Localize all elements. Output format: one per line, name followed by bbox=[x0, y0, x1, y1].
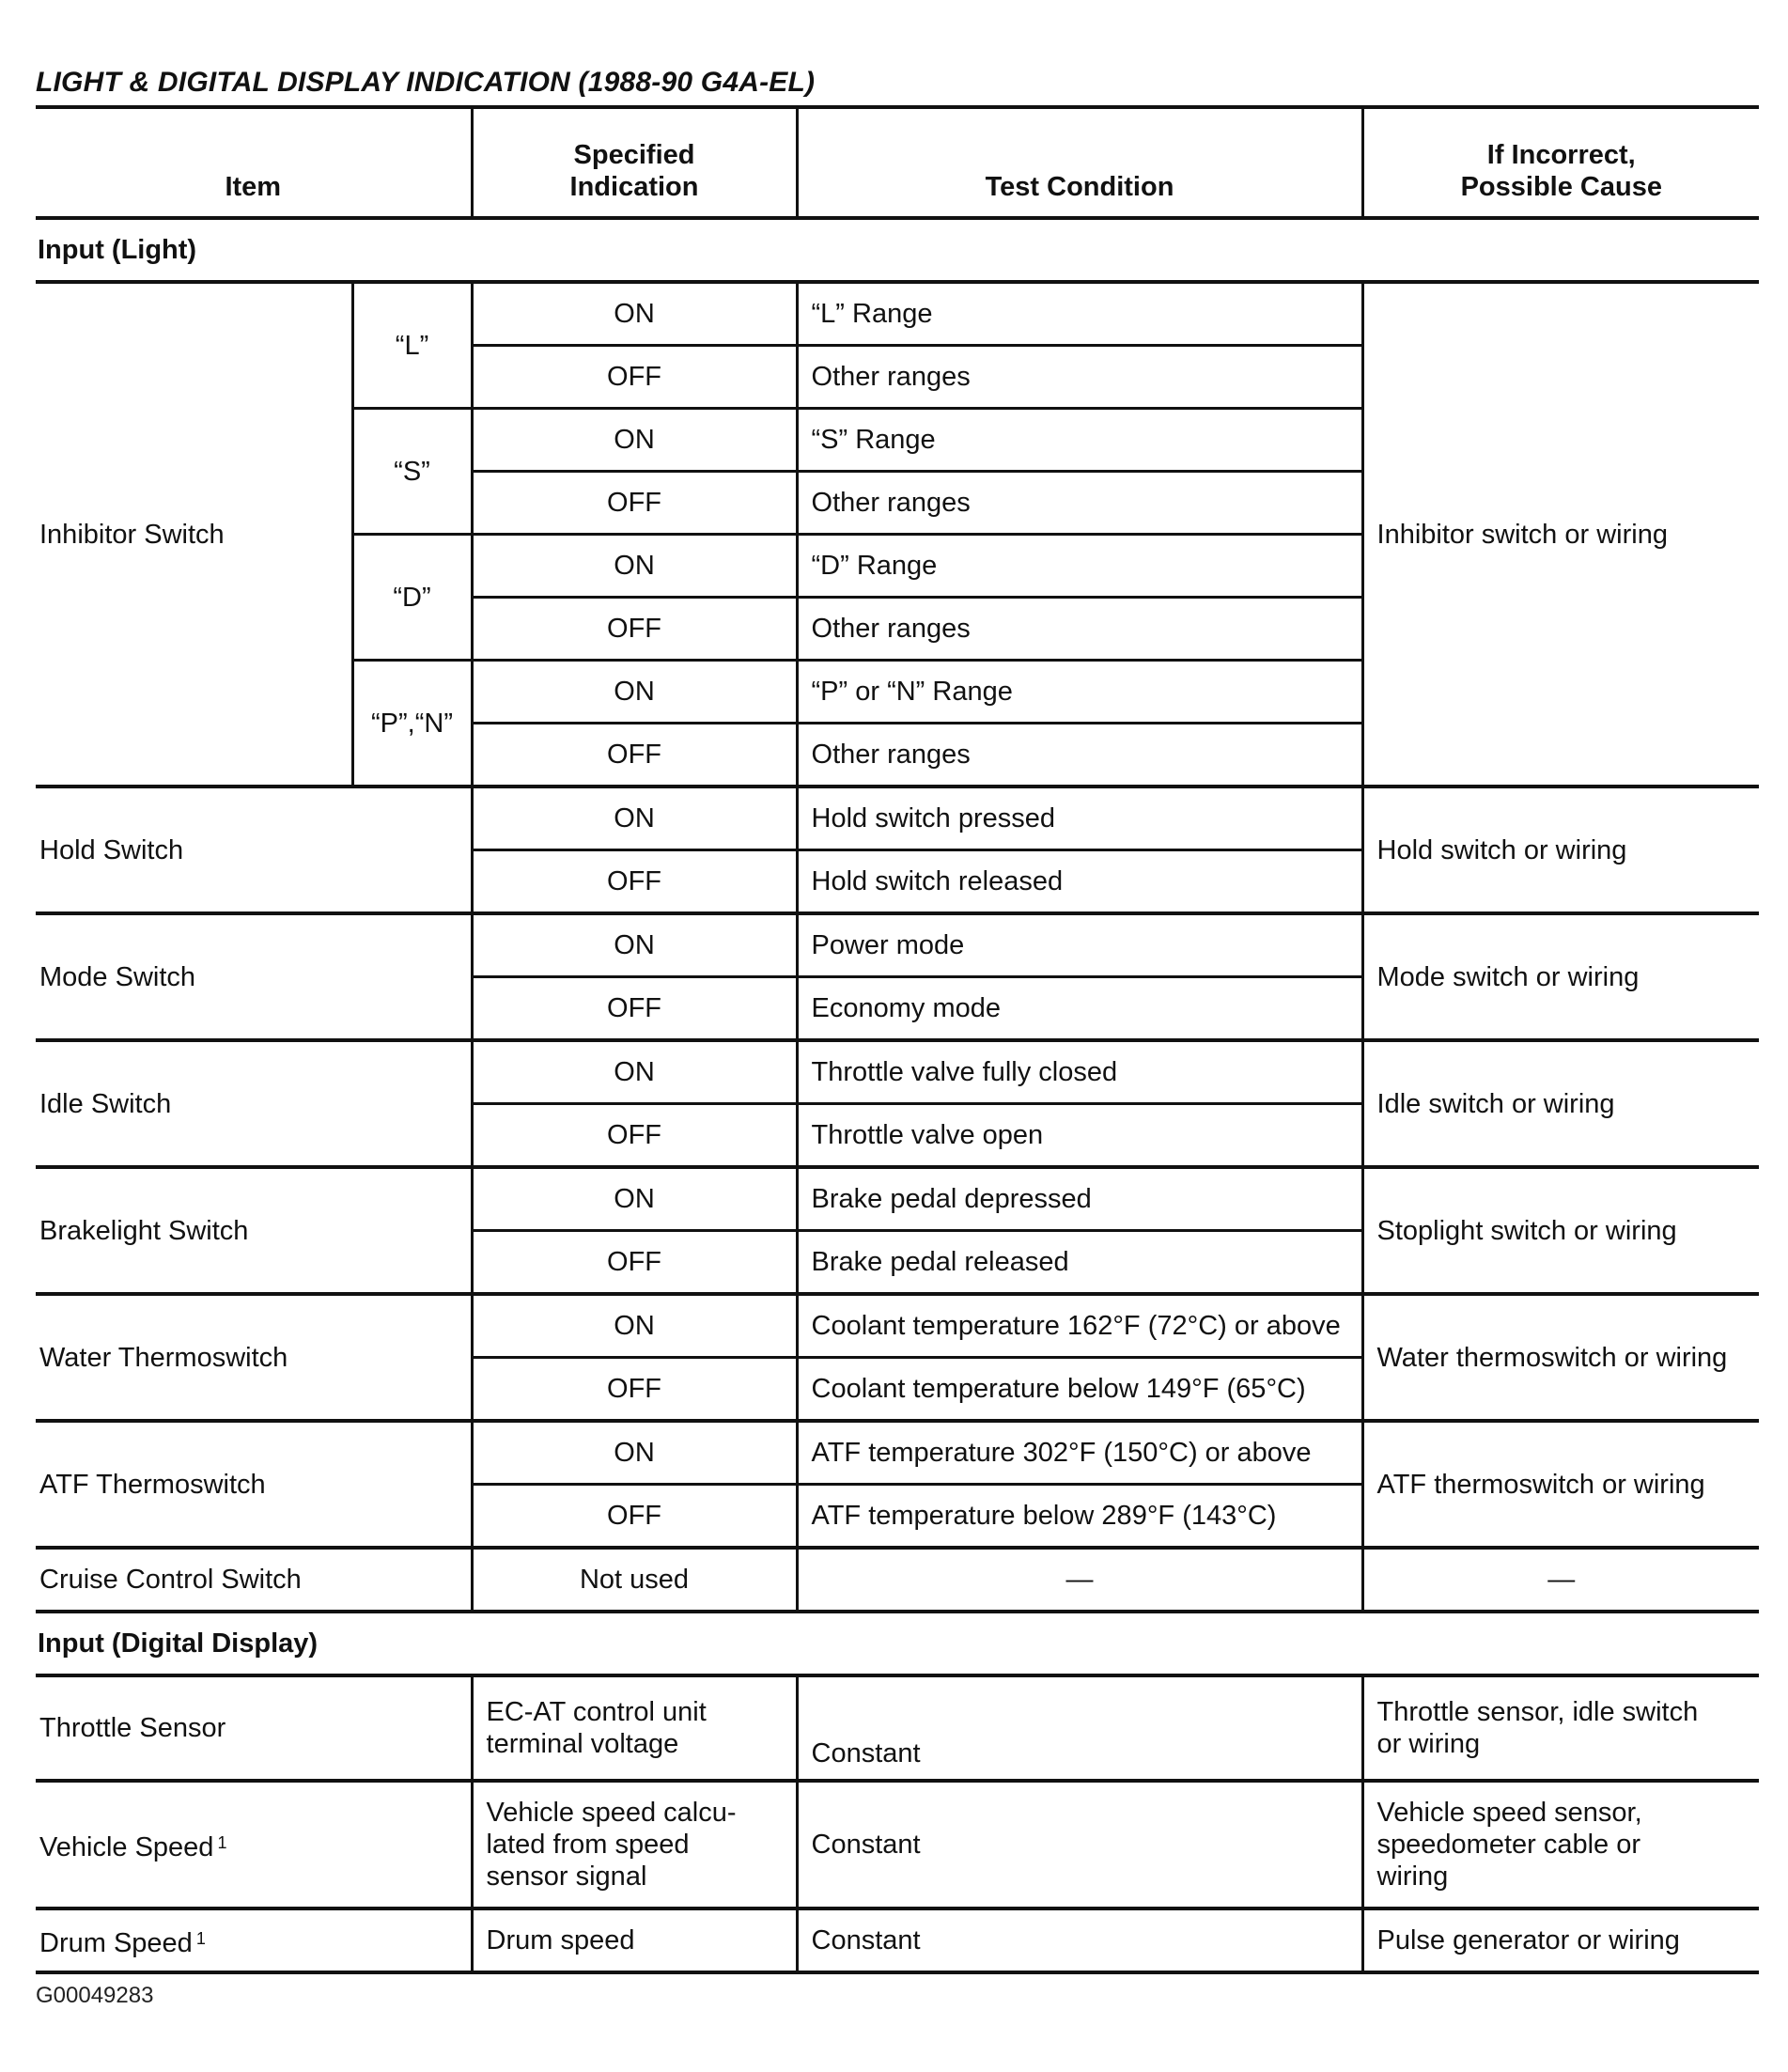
condition-cell: Constant bbox=[797, 1781, 1362, 1908]
indication-table bbox=[36, 105, 1759, 1974]
cause-water-thermoswitch: Water thermoswitch or wiring bbox=[1362, 1294, 1759, 1421]
footnote-marker: 1 bbox=[217, 1832, 227, 1852]
cause-cell: Pulse generator or wiring bbox=[1362, 1908, 1759, 1972]
condition-cell: Hold switch pressed bbox=[797, 787, 1362, 850]
range-label: “L” bbox=[352, 282, 472, 409]
indication-on: ON bbox=[472, 1040, 797, 1104]
indication-on: ON bbox=[472, 1167, 797, 1231]
range-label: “S” bbox=[352, 409, 472, 535]
cause-cell: Vehicle speed sensor, speedometer cable or wiring bbox=[1362, 1781, 1759, 1908]
section-row-digital bbox=[36, 1612, 1759, 1675]
item-drum-speed: Drum Speed $^1$ bbox=[36, 1908, 472, 1972]
indication-off: OFF bbox=[472, 1231, 797, 1295]
range-label: “D” bbox=[352, 535, 472, 661]
table-row bbox=[36, 1294, 1759, 1358]
table-row bbox=[36, 787, 1759, 850]
document-title: LIGHT & DIGITAL DISPLAY INDICATION (1988-90 G4A-EL) bbox=[36, 67, 816, 98]
item-brakelight-switch: Brakelight Switch bbox=[36, 1167, 472, 1294]
indication-on: ON bbox=[472, 661, 797, 724]
indication-on: ON bbox=[472, 409, 797, 472]
condition-cell: Power mode bbox=[797, 913, 1362, 977]
indication-cell: EC-AT control unit terminal voltage bbox=[472, 1675, 797, 1781]
item-mode-switch: Mode Switch bbox=[36, 913, 472, 1040]
item-atf-thermoswitch: ATF Thermoswitch bbox=[36, 1421, 472, 1548]
condition-cell: ATF temperature 302°F (150°C) or above bbox=[797, 1421, 1362, 1485]
cause-inhibitor-switch: Inhibitor switch or wiring bbox=[1362, 282, 1759, 787]
item-hold-switch: Hold Switch bbox=[36, 787, 472, 913]
indication-on: ON bbox=[472, 535, 797, 598]
condition-cell: Coolant temperature 162°F (72°C) or above bbox=[797, 1294, 1362, 1358]
range-label: “P”,“N” bbox=[352, 661, 472, 787]
table-row bbox=[36, 1421, 1759, 1485]
table-row bbox=[36, 1040, 1759, 1104]
condition-cell: — bbox=[797, 1548, 1362, 1612]
header-test-condition: Test Condition bbox=[797, 107, 1362, 218]
section-row-light bbox=[36, 218, 1759, 282]
indication-off: OFF bbox=[472, 1485, 797, 1549]
indication-cell: Drum speed bbox=[472, 1908, 797, 1972]
condition-cell: Hold switch released bbox=[797, 850, 1362, 914]
section-title-digital: Input (Digital Display) bbox=[36, 1612, 1759, 1675]
header-row bbox=[36, 107, 1759, 218]
condition-cell: ATF temperature below 289°F (143°C) bbox=[797, 1485, 1362, 1549]
header-possible-cause: If Incorrect, Possible Cause bbox=[1362, 107, 1759, 218]
header-specified-indication: Specified Indication bbox=[472, 107, 797, 218]
condition-cell: Constant bbox=[797, 1908, 1362, 1972]
condition-cell: Throttle valve open bbox=[797, 1104, 1362, 1168]
table-row bbox=[36, 1548, 1759, 1612]
table-row bbox=[36, 913, 1759, 977]
cause-mode-switch: Mode switch or wiring bbox=[1362, 913, 1759, 1040]
condition-cell: Other ranges bbox=[797, 346, 1362, 409]
item-throttle-sensor: Throttle Sensor bbox=[36, 1675, 472, 1781]
condition-cell: Other ranges bbox=[797, 598, 1362, 661]
condition-cell: Constant bbox=[797, 1675, 1362, 1781]
cause-hold-switch: Hold switch or wiring bbox=[1362, 787, 1759, 913]
indication-off: OFF bbox=[472, 598, 797, 661]
cause-idle-switch: Idle switch or wiring bbox=[1362, 1040, 1759, 1167]
condition-cell: Other ranges bbox=[797, 724, 1362, 787]
section-title-light: Input (Light) bbox=[36, 218, 1759, 282]
table-row bbox=[36, 282, 1759, 346]
item-cruise-control-switch: Cruise Control Switch bbox=[36, 1548, 472, 1612]
condition-cell: Coolant temperature below 149°F (65°C) bbox=[797, 1358, 1362, 1422]
condition-cell: Other ranges bbox=[797, 472, 1362, 535]
indication-on: ON bbox=[472, 1294, 797, 1358]
condition-cell: Throttle valve fully closed bbox=[797, 1040, 1362, 1104]
condition-cell: “L” Range bbox=[797, 282, 1362, 346]
indication-off: OFF bbox=[472, 977, 797, 1041]
document-page bbox=[36, 64, 1759, 1974]
table-row bbox=[36, 1167, 1759, 1231]
figure-code: G00049283 bbox=[36, 1983, 154, 2008]
indication-cell: Vehicle speed calcu- lated from speed sensor signal bbox=[472, 1781, 797, 1908]
cause-atf-thermoswitch: ATF thermoswitch or wiring bbox=[1362, 1421, 1759, 1548]
item-vehicle-speed: Vehicle Speed $^1$ bbox=[36, 1781, 472, 1908]
indication-off: OFF bbox=[472, 1358, 797, 1422]
item-water-thermoswitch: Water Thermoswitch bbox=[36, 1294, 472, 1421]
indication-off: OFF bbox=[472, 1104, 797, 1168]
cause-cell: — bbox=[1362, 1548, 1759, 1612]
cause-brakelight-switch: Stoplight switch or wiring bbox=[1362, 1167, 1759, 1294]
cause-cell: Throttle sensor, idle switch or wiring bbox=[1362, 1675, 1759, 1781]
indication-on: ON bbox=[472, 913, 797, 977]
item-idle-switch: Idle Switch bbox=[36, 1040, 472, 1167]
table-row bbox=[36, 1675, 1759, 1781]
indication-on: ON bbox=[472, 787, 797, 850]
indication-off: OFF bbox=[472, 346, 797, 409]
condition-cell: “D” Range bbox=[797, 535, 1362, 598]
condition-cell: Brake pedal depressed bbox=[797, 1167, 1362, 1231]
indication-cell: Not used bbox=[472, 1548, 797, 1612]
indication-off: OFF bbox=[472, 724, 797, 787]
indication-off: OFF bbox=[472, 850, 797, 914]
condition-cell: Economy mode bbox=[797, 977, 1362, 1041]
condition-cell: Brake pedal released bbox=[797, 1231, 1362, 1295]
item-inhibitor-switch: Inhibitor Switch bbox=[36, 282, 352, 787]
header-item: Item bbox=[36, 107, 472, 218]
indication-on: ON bbox=[472, 1421, 797, 1485]
indication-off: OFF bbox=[472, 472, 797, 535]
table-row bbox=[36, 1908, 1759, 1972]
condition-cell: “P” or “N” Range bbox=[797, 661, 1362, 724]
condition-cell: “S” Range bbox=[797, 409, 1362, 472]
table-row bbox=[36, 1781, 1759, 1908]
footnote-marker: 1 bbox=[195, 1928, 206, 1948]
indication-on: ON bbox=[472, 282, 797, 346]
